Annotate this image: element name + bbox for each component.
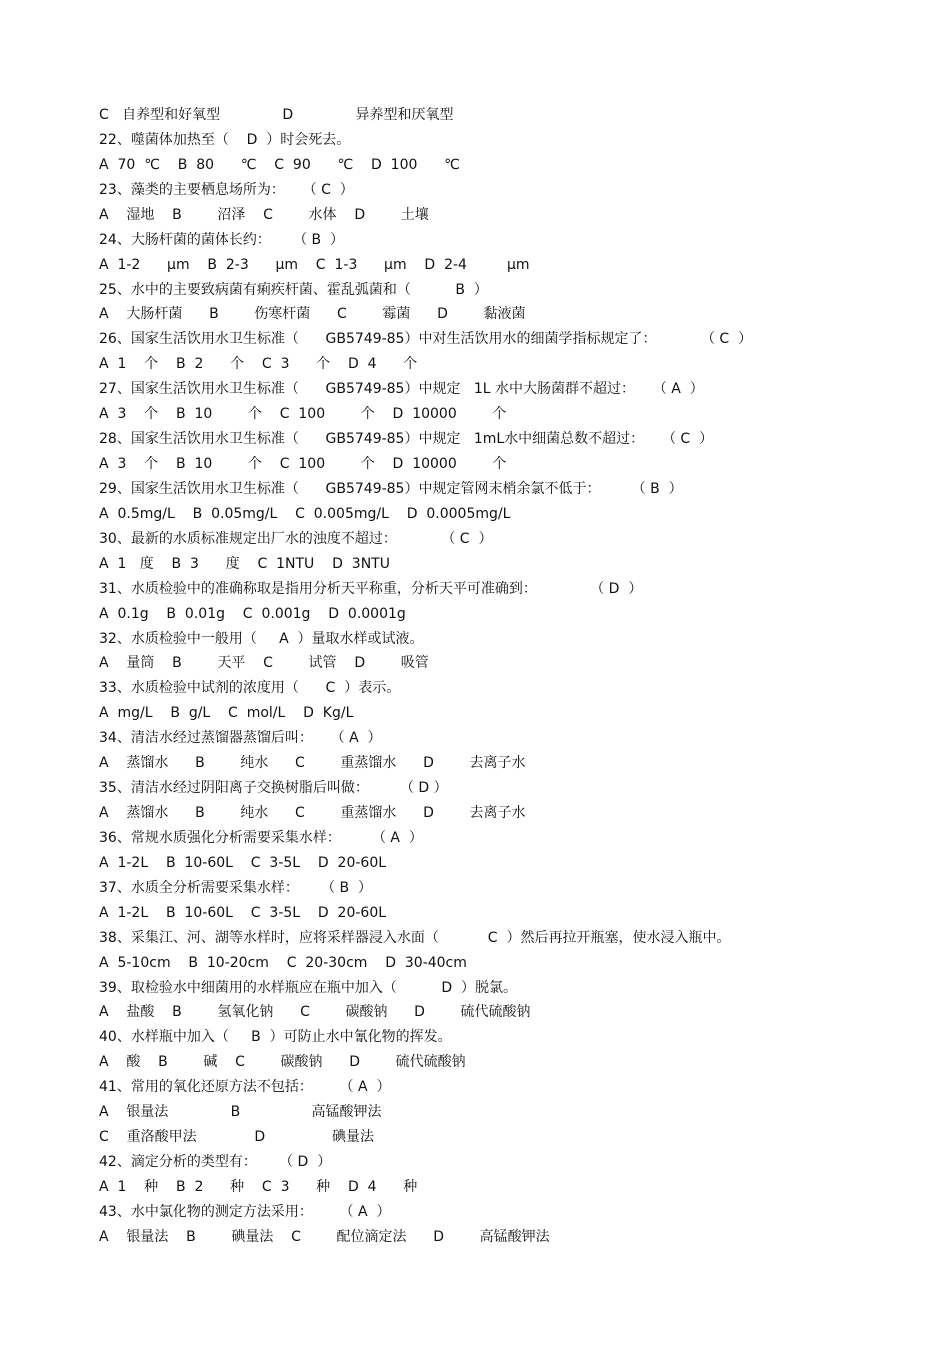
- text-line: 31、水质检验中的准确称取是指用分析天平称重，分析天平可准确到： （ D ）: [99, 581, 643, 597]
- text-line: 36、常规水质强化分析需要采集水样： （ A ）: [99, 830, 423, 846]
- text-line: A mg/L B g/L C mol/L D Kg/L: [99, 705, 354, 721]
- text-line: A 酸 B 碱 C 碳酸钠 D 硫代硫酸钠: [99, 1054, 466, 1070]
- text-line: A 0.1g B 0.01g C 0.001g D 0.0001g: [99, 606, 406, 622]
- text-line: 40、水样瓶中加入（ B ）可防止水中氰化物的挥发。: [99, 1029, 452, 1045]
- text-line: 37、水质全分析需要采集水样： （ B ）: [99, 880, 373, 896]
- text-line: A 1 种 B 2 种 C 3 种 D 4 种: [99, 1179, 418, 1195]
- text-line: A 湿地 B 沼泽 C 水体 D 土壤: [99, 207, 429, 223]
- text-line: 23、藻类的主要栖息场所为： （ C ）: [99, 182, 354, 198]
- text-line: A 1 度 B 3 度 C 1NTU D 3NTU: [99, 556, 390, 572]
- text-line: 26、国家生活饮用水卫生标准（ GB5749-85）中对生活饮用水的细菌学指标规定了： （ C ）: [99, 331, 753, 347]
- text-line: 32、水质检验中一般用（ A ）量取水样或试液。: [99, 631, 424, 647]
- text-line: A 1-2L B 10-60L C 3-5L D 20-60L: [99, 855, 387, 871]
- text-line: 43、水中氯化物的测定方法采用： （ A ）: [99, 1204, 391, 1220]
- text-line: 24、大肠杆菌的菌体长约： （ B ）: [99, 232, 345, 248]
- text-line: A 1-2L B 10-60L C 3-5L D 20-60L: [99, 905, 387, 921]
- text-line: 33、水质检验中试剂的浓度用（ C ）表示。: [99, 680, 401, 696]
- text-line: A 银量法 B 碘量法 C 配位滴定法 D 高锰酸钾法: [99, 1229, 550, 1245]
- text-line: 39、取检验水中细菌用的水样瓶应在瓶中加入（ D ）脱氯。: [99, 980, 517, 996]
- text-line: 22、噬菌体加热至（ D ）时会死去。: [99, 132, 351, 148]
- text-line: 30、最新的水质标准规定出厂水的浊度不超过： （ C ）: [99, 531, 493, 547]
- text-line: C 自养型和好氧型 D 异养型和厌氧型: [99, 107, 454, 123]
- text-line: 42、滴定分析的类型有： （ D ）: [99, 1154, 332, 1170]
- text-line: A 盐酸 B 氢氧化钠 C 碳酸钠 D 硫代硫酸钠: [99, 1004, 531, 1020]
- text-line: A 银量法 B 高锰酸钾法: [99, 1104, 382, 1120]
- text-line: 41、常用的氧化还原方法不包括： （ A ）: [99, 1079, 391, 1095]
- text-line: A 蒸馏水 B 纯水 C 重蒸馏水 D 去离子水: [99, 805, 526, 821]
- text-line: A 量筒 B 天平 C 试管 D 吸管: [99, 655, 429, 671]
- text-line: A 蒸馏水 B 纯水 C 重蒸馏水 D 去离子水: [99, 755, 526, 771]
- text-line: A 0.5mg/L B 0.05mg/L C 0.005mg/L D 0.0005mg/L: [99, 506, 511, 522]
- text-line: 35、清洁水经过阴阳离子交换树脂后叫做： （ D ）: [99, 780, 448, 796]
- text-line: 27、国家生活饮用水卫生标准（ GB5749-85）中规定 1L 水中大肠菌群不超过： （ A ）: [99, 381, 704, 397]
- text-line: A 1-2 μm B 2-3 μm C 1-3 μm D 2-4 μm: [99, 257, 530, 273]
- text-line: A 5-10cm B 10-20cm C 20-30cm D 30-40cm: [99, 955, 467, 971]
- text-line: 25、水中的主要致病菌有痢疾杆菌、霍乱弧菌和（ B ）: [99, 282, 488, 298]
- text-line: A 1 个 B 2 个 C 3 个 D 4 个: [99, 356, 418, 372]
- text-line: 29、国家生活饮用水卫生标准（ GB5749-85）中规定管网末梢余氯不低于： （ B ）: [99, 481, 683, 497]
- text-line: A 3 个 B 10 个 C 100 个 D 10000 个: [99, 456, 507, 472]
- text-line: C 重洛酸甲法 D 碘量法: [99, 1129, 374, 1145]
- text-line: A 3 个 B 10 个 C 100 个 D 10000 个: [99, 406, 507, 422]
- text-line: 38、采集江、河、湖等水样时，应将采样器浸入水面（ C ）然后再拉开瓶塞，使水浸入瓶中。: [99, 930, 731, 946]
- text-line: A 大肠杆菌 B 伤寒杆菌 C 霉菌 D 黏液菌: [99, 306, 526, 322]
- text-line: A 70 ℃ B 80 ℃ C 90 ℃ D 100 ℃: [99, 157, 460, 173]
- text-line: 28、国家生活饮用水卫生标准（ GB5749-85）中规定 1mL水中细菌总数不超过： （ C ）: [99, 431, 714, 447]
- text-line: 34、清洁水经过蒸馏器蒸馏后叫： （ A ）: [99, 730, 382, 746]
